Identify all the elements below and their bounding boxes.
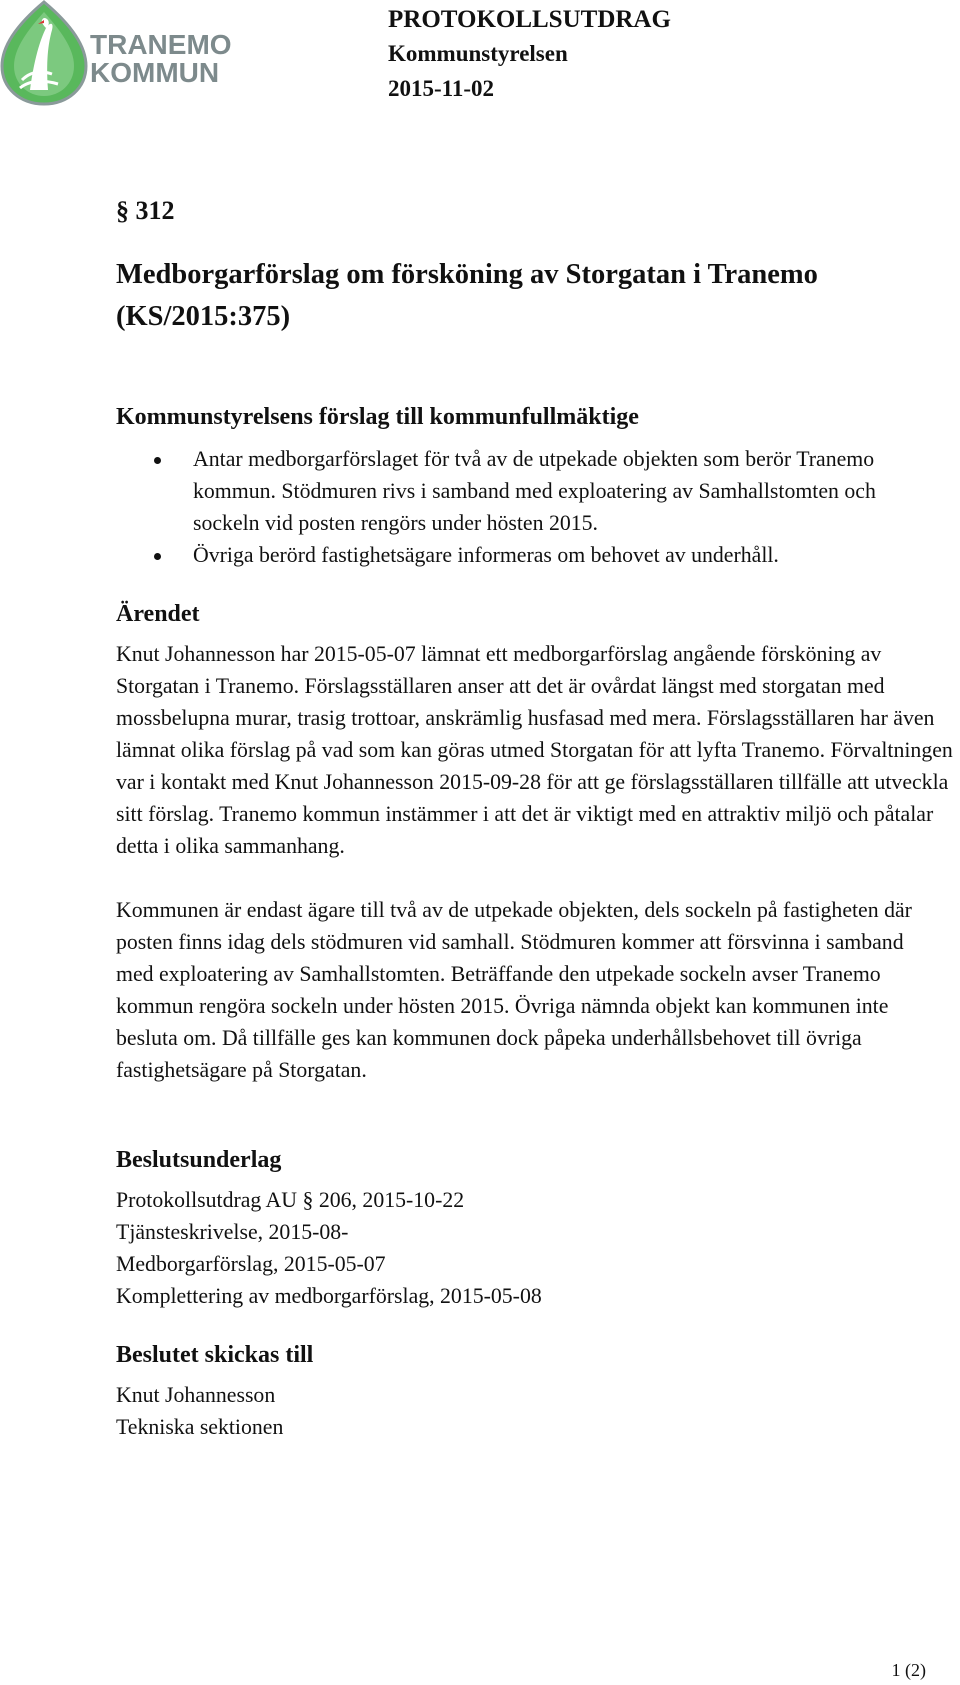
proposal-list xyxy=(116,443,936,571)
list-item: Övriga berörd fastighetsägare informeras om behovet av underhåll. xyxy=(116,539,936,571)
arendet-paragraph-1: Knut Johannesson har 2015-05-07 lämnat ett medborgarförslag angående försköning av Storgatan i Tranemo. Förslagsställaren anser att det är ovårdat längst med storgatan med mossbelupna murar, trasig trottoar, anskrämlig husfasad med mera. Förslagsställaren har även lämnat olika förslag på vad som kan göras utmed Storgatan för att lyfta Tranemo. Förvaltningen var i kontakt med Knut Johannesson 2015-09-28 för att ge förslagsställaren tillfälle att utveckla sitt förslag. Tranemo kommun instämmer i att det är viktigt med en attraktiv miljö och påtalar detta i olika sammanhang. xyxy=(116,642,953,858)
proposal-heading: Kommunstyrelsens förslag till kommunfullmäktige xyxy=(116,404,639,430)
title-line-2: (KS/2015:375) xyxy=(116,301,291,332)
logo-text-line1: TRANEMO xyxy=(90,29,232,60)
list-item: Komplettering av medborgarförslag, 2015-05-08 xyxy=(116,1284,542,1308)
recipient-list xyxy=(116,1379,283,1443)
section-number: § 312 xyxy=(116,196,175,225)
arendet-heading: Ärendet xyxy=(116,601,200,627)
list-item: Tjänsteskrivelse, 2015-08- xyxy=(116,1220,349,1244)
issuing-body: Kommunstyrelsen xyxy=(388,41,568,66)
bullet-icon xyxy=(154,457,161,464)
beslutsunderlag-list xyxy=(116,1184,542,1312)
title-line-1: Medborgarförslag om försköning av Storgatan i Tranemo xyxy=(116,259,818,290)
document-date: 2015-11-02 xyxy=(388,76,495,101)
beslutet-heading: Beslutet skickas till xyxy=(116,1342,314,1368)
tranemo-kommun-logo xyxy=(0,0,240,110)
list-item: Protokollsutdrag AU § 206, 2015-10-22 xyxy=(116,1188,465,1212)
list-item: Tekniska sektionen xyxy=(116,1415,284,1439)
arendet-paragraph-2: Kommunen är endast ägare till två av de utpekade objekten, dels sockeln på fastigheten där posten finns idag dels stödmuren vid samhall. Stödmuren kommer att försvinna i samband med exploatering av Samhallstomten. Beträffande den utpekade sockeln avser Tranemo kommun rengöra sockeln under hösten 2015. Övriga nämnda objekt kan kommunen inte besluta om. Då tillfälle ges kan kommunen dock påpeka underhållsbehovet till övriga fastighetsägare på Storgatan. xyxy=(116,898,912,1082)
bullet-icon xyxy=(154,553,161,560)
list-item: Antar medborgarförslaget för två av de utpekade objekten som berör Tranemo kommun. Stödmuren rivs i samband med exploatering av Samhallstomten och sockeln vid posten rengörs under hösten 2015. xyxy=(116,443,936,539)
page-title xyxy=(116,254,946,338)
list-item: Knut Johannesson xyxy=(116,1383,276,1407)
beslutsunderlag-heading: Beslutsunderlag xyxy=(116,1147,282,1173)
document-header xyxy=(388,4,671,106)
list-item: Medborgarförslag, 2015-05-07 xyxy=(116,1252,386,1276)
document-type: PROTOKOLLSUTDRAG xyxy=(388,6,671,33)
logo-text-line2: KOMMUN xyxy=(90,57,220,88)
page-number: 1 (2) xyxy=(891,1660,926,1680)
